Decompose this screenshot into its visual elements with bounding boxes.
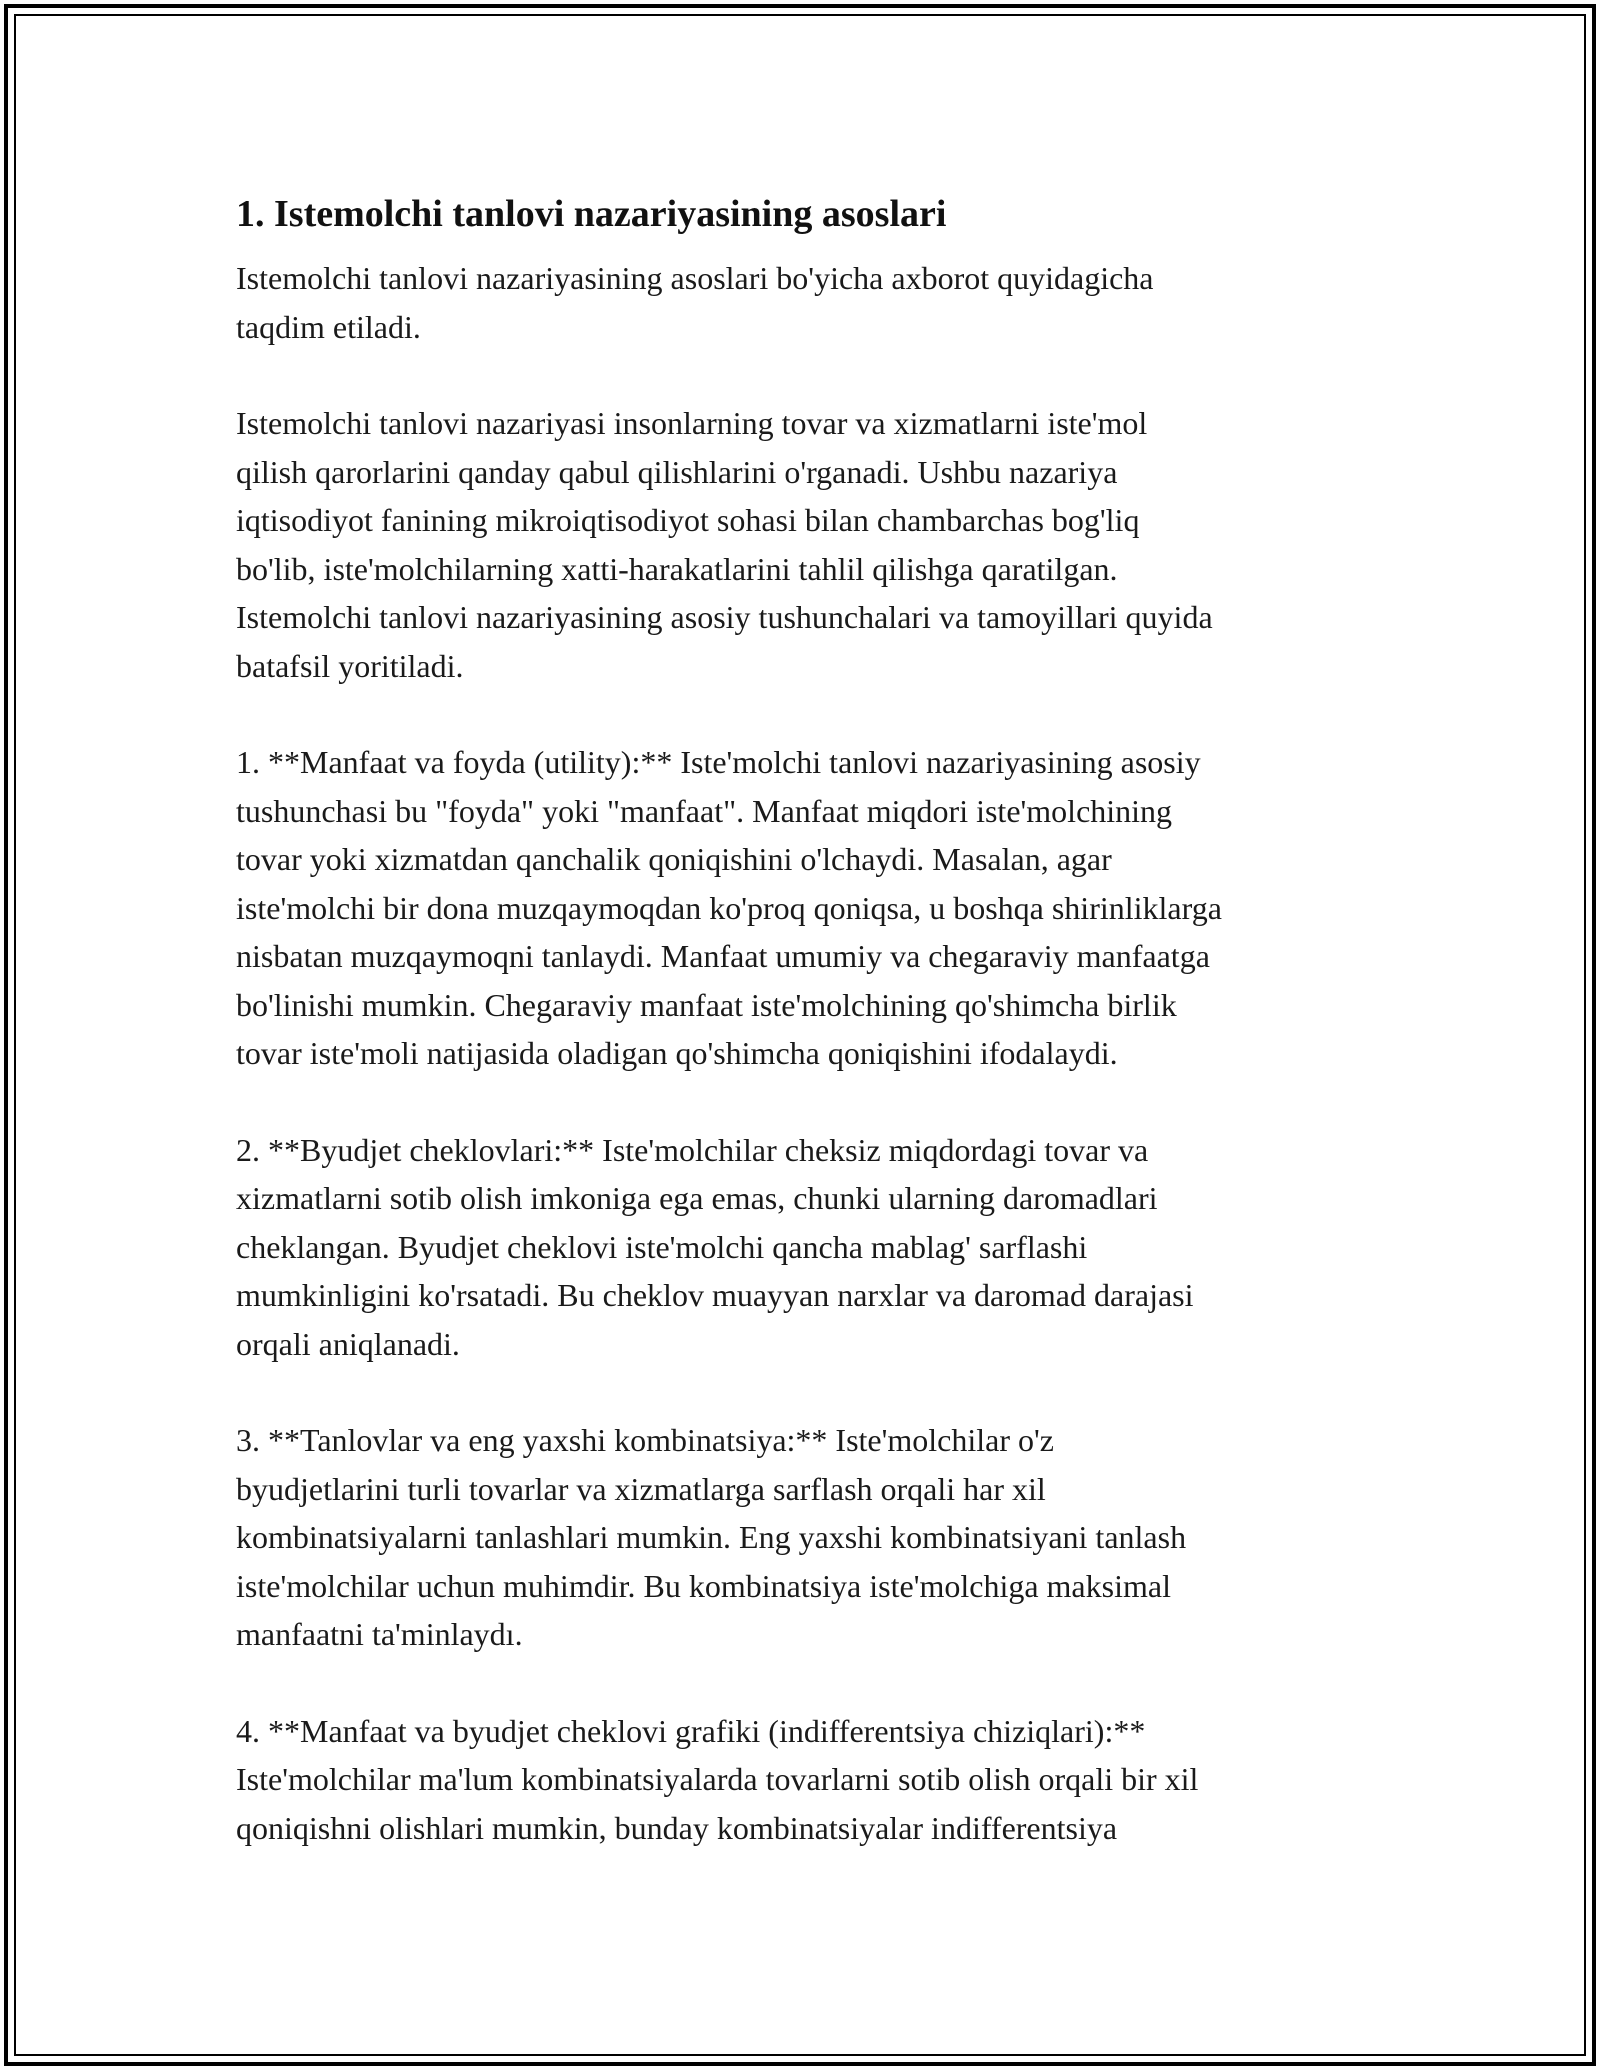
intro-paragraph: Istemolchi tanlovi nazariyasining asoslari bo'yicha axborot quyidagicha taqdim etiladi. bbox=[236, 260, 1154, 345]
point-2-paragraph: 2. **Byudjet cheklovlari:** Iste'molchilar cheksiz miqdordagi tovar va xizmatlarni sotib olish imkoniga ega emas, chunki ularning daromadlari cheklangan. Byudjet cheklovi iste'molchi qancha mablag' sarflashi mumkinligini ko'rsatadi. Bu cheklov muayyan narxlar va daromad darajasi orqali aniqlanadi. bbox=[236, 1131, 1194, 1362]
point-1-paragraph: 1. **Manfaat va foyda (utility):** Iste'molchi tanlovi nazariyasining asosiy tushunchasi bu "foyda" yoki "manfaat". Manfaat miqdori iste'molchining tovar yoki xizmatdan qanchalik qoniqishini o'lchaydi. Masalan, agar iste'molchi bir dona muzqaymoqdan ko'proq qoniqsa, u boshqa shirinliklarga nisbatan muzqaymoqni tanlaydi. Manfaat umumiy va chegaraviy manfaatga bo'linishi mumkin. Chegaraviy manfaat iste'molchining qo'shimcha birlik tovar iste'moli natijasida oladigan qo'shimcha qoniqishini ifodalaydi. bbox=[236, 744, 1222, 1071]
document-body bbox=[236, 186, 1376, 1852]
point-4-paragraph: 4. **Manfaat va byudjet cheklovi grafiki (indifferentsiya chiziqlari):** Iste'molchilar ma'lum kombinatsiyalarda tovarlarni sotib olish orqali bir xil qoniqishni olishlari mumkin, bunday kombinatsiyalar indifferentsiya bbox=[236, 1712, 1199, 1846]
overview-paragraph: Istemolchi tanlovi nazariyasi insonlarning tovar va xizmatlarni iste'mol qilish qarorlarini qanday qabul qilishlarini o'rganadi. Ushbu nazariya iqtisodiyot fanining mikroiqtisodiyot sohasi bilan chambarchas bog'liq bo'lib, iste'molchilarning xatti-harakatlarini tahlil qilishga qaratilgan. Istemolchi tanlovi nazariyasining asosiy tushunchalari va tamoyillari quyida batafsil yoritiladi. bbox=[236, 405, 1213, 684]
point-3-paragraph: 3. **Tanlovlar va eng yaxshi kombinatsiya:** Iste'molchilar o'z byudjetlarini turli tovarlar va xizmatlarga sarflash orqali har xil kombinatsiyalarni tanlashlari mumkin. Eng yaxshi kombinatsiyani tanlash iste'molchilar uchun muhimdir. Bu kombinatsiya iste'molchiga maksimal manfaatni ta'minlaydı. bbox=[236, 1422, 1187, 1652]
section-heading: 1. Istemolchi tanlovi nazariyasining asoslari bbox=[236, 193, 947, 235]
